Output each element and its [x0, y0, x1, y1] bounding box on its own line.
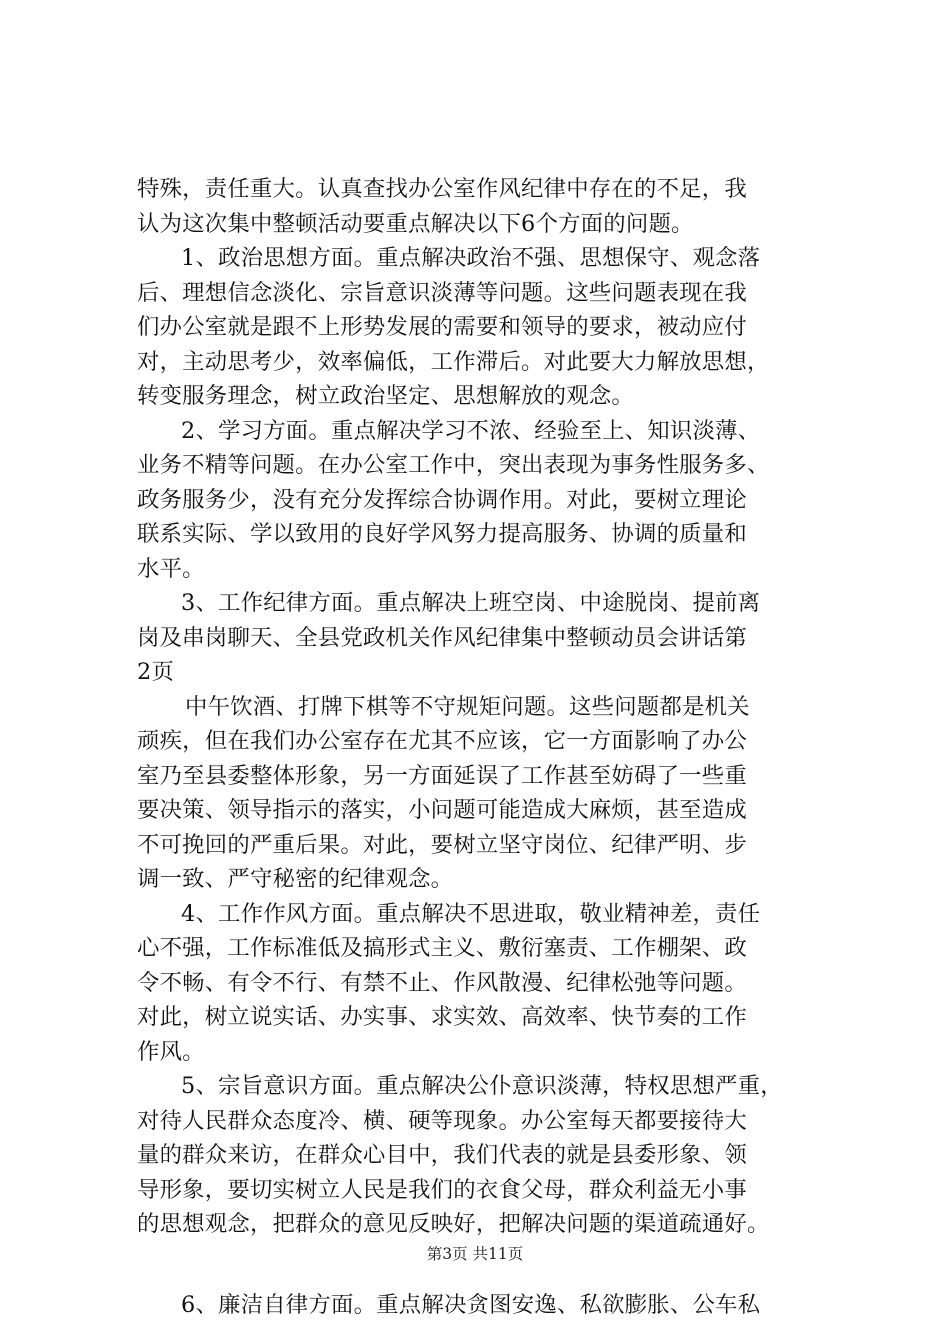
text-line: 特殊，责任重大。认真查找办公室作风纪律中存在的不足，我 — [137, 176, 747, 202]
text-line: 1、政治思想方面。重点解决政治不强、思想保守、观念落 — [181, 245, 761, 271]
text-line: 5、宗旨意识方面。重点解决公仆意识淡薄，特权思想严重， — [181, 1073, 783, 1099]
text-line: 导形象，要切实树立人民是我们的衣食父母，群众利益无小事 — [137, 1176, 747, 1203]
text-line: 对此，树立说实话、办实事、求实效、高效率、快节奏的工作 — [137, 1004, 747, 1030]
text-line: 2、学习方面。重点解决学习不浓、经验至上、知识淡薄、 — [181, 417, 761, 444]
text-line: 联系实际、学以致用的良好学风努力提高服务、协调的质量和 — [137, 521, 747, 547]
text-line: 认为这次集中整顿活动要重点解决以下6个方面的问题。 — [137, 210, 694, 237]
text-line: 顽疾，但在我们办公室存在尤其不应该，它一方面影响了办公 — [137, 728, 747, 754]
text-line: 水平。 — [137, 555, 205, 582]
text-line: 不可挽回的严重后果。对此，要树立坚守岗位、纪律严明、步 — [137, 831, 747, 858]
text-line: 6、廉洁自律方面。重点解决贪图安逸、私欲膨胀、公车私 — [181, 1291, 761, 1318]
text-line: 要决策、领导指示的落实，小问题可能造成大麻烦，甚至造成 — [137, 797, 747, 823]
text-line: 中午饮酒、打牌下棋等不守规矩问题。这些问题都是机关 — [185, 693, 750, 720]
text-line: 们办公室就是跟不上形势发展的需要和领导的要求，被动应付 — [137, 314, 747, 340]
page-footer: 第3页 共11页 — [426, 1245, 524, 1263]
body-text — [137, 172, 827, 1322]
text-line: 对，主动思考少，效率偏低，工作滞后。对此要大力解放思想， — [137, 348, 770, 375]
text-line: 调一致、严守秘密的纪律观念。 — [137, 866, 454, 892]
text-line: 作风。 — [137, 1038, 205, 1065]
text-line: 对待人民群众态度冷、横、硬等现象。办公室每天都要接待大 — [137, 1107, 747, 1134]
text-line: 室乃至县委整体形象，另一方面延误了工作甚至妨碍了一些重 — [137, 762, 747, 789]
text-line: 的思想观念，把群众的意见反映好，把解决问题的渠道疏通好。 — [137, 1211, 770, 1237]
text-line: 令不畅、有令不行、有禁不止、作风散漫、纪律松弛等问题。 — [137, 969, 747, 996]
text-line: 政务服务少，没有充分发挥综合协调作用。对此，要树立理论 — [137, 486, 747, 513]
text-line: 后、理想信念淡化、宗旨意识淡薄等问题。这些问题表现在我 — [137, 279, 747, 306]
text-line: 3、工作纪律方面。重点解决上班空岗、中途脱岗、提前离 — [181, 590, 761, 616]
text-line: 转变服务理念，树立政治坚定、思想解放的观念。 — [137, 383, 634, 409]
text-line: 2页 — [137, 659, 175, 685]
text-line: 4、工作作风方面。重点解决不思进取，敬业精神差，责任 — [181, 900, 761, 927]
text-line: 业务不精等问题。在办公室工作中，突出表现为事务性服务多、 — [137, 452, 770, 478]
text-line: 岗及串岗聊天、全县党政机关作风纪律集中整顿动员会讲话第 — [137, 624, 747, 651]
text-line: 量的群众来访，在群众心目中，我们代表的就是县委形象、领 — [137, 1142, 747, 1168]
text-line: 心不强，工作标准低及搞形式主义、敷衍塞责、工作棚架、政 — [137, 935, 747, 961]
